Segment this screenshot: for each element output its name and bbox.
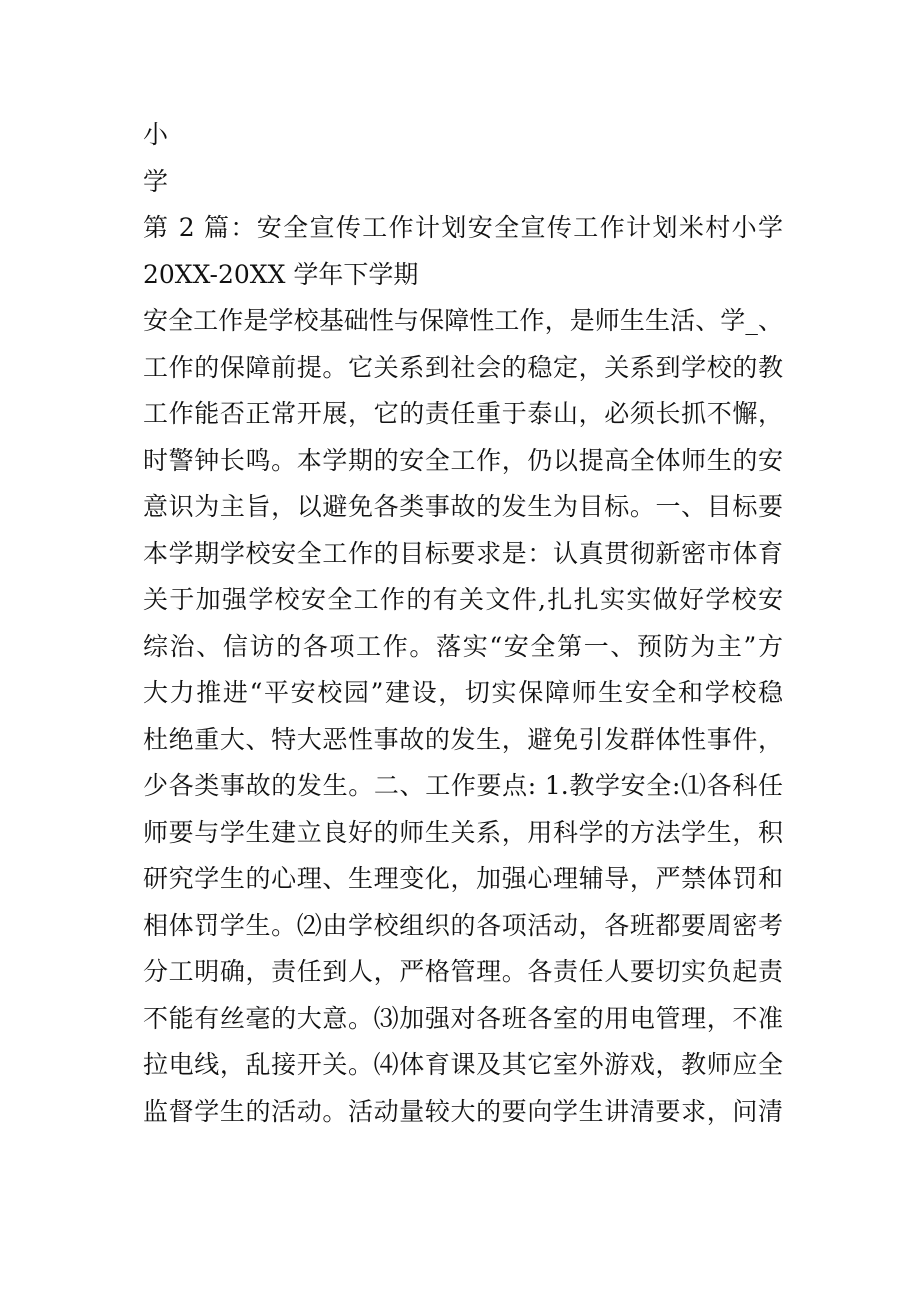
section-heading: 第 2 篇：安全宣传工作计划安全宣传工作计划米村小学 (143, 213, 783, 242)
text-line: 工作的保障前提。它关系到社会的稳定，关系到学校的教 (143, 352, 783, 382)
text-line: 杜绝重大、特大恶性事故的发生，避免引发群体性事件， (143, 724, 783, 754)
text-line: 监督学生的活动。活动量较大的要向学生讲清要求，问清 (143, 1096, 783, 1126)
text-line: 相体罚学生。⑵由学校组织的各项活动，各班都要周密考 (143, 910, 783, 940)
text-line: 拉电线，乱接开关。⑷体育课及其它室外游戏，教师应全 (143, 1050, 783, 1079)
text-line: 本学期学校安全工作的目标要求是：认真贯彻新密市体育 (143, 538, 783, 568)
text-line: 大力推进“平安校园”建设，切实保障师生安全和学校稳 (143, 678, 783, 707)
text-line: 关于加强学校安全工作的有关文件,扎扎实实做好学校安 (143, 585, 783, 614)
section-heading-subline: 20XX-20XX 学年下学期 (143, 259, 419, 289)
text-line: 意识为主旨，以避免各类事故的发生为目标。一、目标要 (143, 492, 783, 521)
text-line: 少各类事故的发生。二、工作要点: 1.教学安全:⑴各科任 (143, 771, 783, 800)
text-line: 综治、信访的各项工作。落实“安全第一、预防为主”方 (143, 631, 783, 661)
text-line: 安全工作是学校基础性与保障性工作，是师生生活、学_、 (143, 306, 783, 335)
text-line: 师要与学生建立良好的师生关系，用科学的方法学生，积 (143, 817, 783, 847)
text-line: 研究学生的心理、生理变化，加强心理辅导，严禁体罚和 (143, 864, 783, 893)
text-line: 不能有丝毫的大意。⑶加强对各班各室的用电管理，不准 (143, 1003, 783, 1033)
text-line: 时警钟长鸣。本学期的安全工作，仍以提高全体师生的安 (143, 445, 783, 475)
text-line: 分工明确，责任到人，严格管理。各责任人要切实负起责 (143, 957, 783, 986)
text-line: 工作能否正常开展，它的责任重于泰山，必须长抓不懈， (143, 399, 783, 428)
text-line: 小 (143, 120, 169, 149)
text-line: 学 (143, 166, 169, 196)
document-body (143, 112, 783, 1135)
